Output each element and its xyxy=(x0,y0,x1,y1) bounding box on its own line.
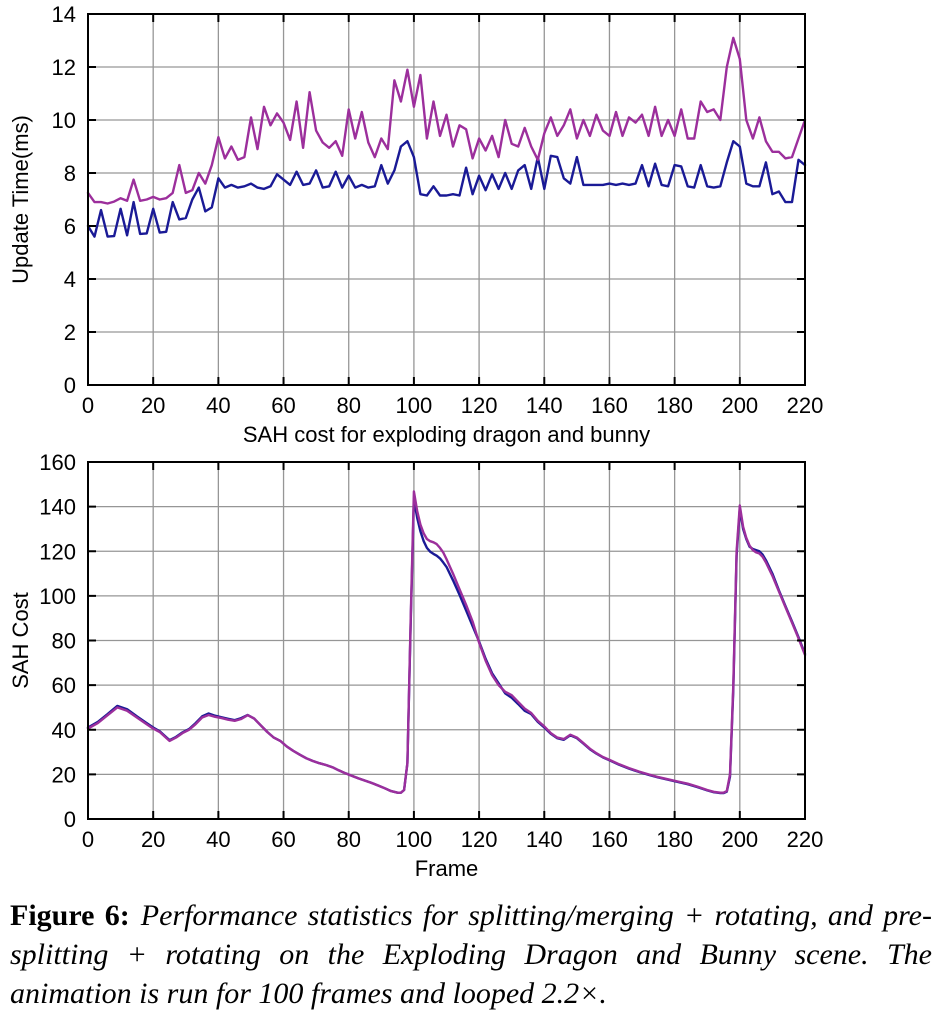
svg-text:4: 4 xyxy=(63,267,76,292)
x-axis-label xyxy=(243,422,650,447)
svg-text:160: 160 xyxy=(591,827,628,852)
svg-text:160: 160 xyxy=(591,393,628,418)
svg-text:100: 100 xyxy=(39,583,76,609)
svg-text:0: 0 xyxy=(63,373,76,398)
svg-text:0: 0 xyxy=(81,393,95,418)
svg-text:0: 0 xyxy=(81,827,95,852)
plot-grid xyxy=(88,462,805,819)
plot-grid xyxy=(88,14,805,385)
svg-text:80: 80 xyxy=(336,827,361,852)
series-navy-line xyxy=(88,499,805,793)
svg-text:20: 20 xyxy=(140,827,166,852)
svg-text:160: 160 xyxy=(39,450,76,475)
svg-text:220: 220 xyxy=(786,393,824,418)
svg-text:SAH Cost: SAH Cost xyxy=(8,592,33,689)
svg-text:120: 120 xyxy=(460,827,498,852)
y-tick-labels xyxy=(52,2,76,398)
plot-border xyxy=(88,14,805,385)
svg-text:40: 40 xyxy=(206,827,231,852)
svg-text:140: 140 xyxy=(39,494,76,520)
series-purple-line xyxy=(88,492,805,793)
svg-text:120: 120 xyxy=(460,393,498,418)
svg-text:40: 40 xyxy=(51,717,76,743)
svg-text:140: 140 xyxy=(525,827,563,852)
axis-ticks xyxy=(88,14,805,385)
svg-text:20: 20 xyxy=(140,393,166,418)
figure-caption-label: Figure 6: xyxy=(10,899,130,932)
svg-text:140: 140 xyxy=(525,393,563,418)
svg-text:20: 20 xyxy=(51,762,76,788)
x-axis-label xyxy=(415,856,479,880)
update-time-chart xyxy=(0,0,952,450)
svg-text:80: 80 xyxy=(336,393,361,418)
svg-text:180: 180 xyxy=(656,393,693,418)
figure-caption xyxy=(10,896,932,1013)
svg-text:80: 80 xyxy=(51,628,76,654)
sah-cost-chart xyxy=(0,450,952,880)
svg-text:14: 14 xyxy=(51,2,76,27)
svg-text:60: 60 xyxy=(51,673,76,699)
series-navy-line xyxy=(88,141,805,236)
y-axis-label xyxy=(8,592,33,689)
svg-text:200: 200 xyxy=(721,393,759,418)
svg-text:120: 120 xyxy=(39,539,76,565)
svg-text:200: 200 xyxy=(721,827,759,852)
svg-text:2: 2 xyxy=(63,320,76,345)
svg-text:100: 100 xyxy=(395,393,433,418)
svg-text:6: 6 xyxy=(63,214,76,239)
svg-text:SAH cost for exploding dragon: SAH cost for exploding dragon and bunny xyxy=(242,422,651,447)
svg-text:60: 60 xyxy=(271,393,296,418)
y-tick-labels xyxy=(39,450,76,832)
figure-caption-text: Performance statistics for splitting/merging + rotating, and pre-splitting + rotating on the Exploding Dragon and Bunny scene. The animation is run for 100 frames and looped 2.2×. xyxy=(10,899,932,1010)
x-tick-labels xyxy=(82,393,823,418)
svg-text:8: 8 xyxy=(63,161,76,186)
y-axis-label xyxy=(8,115,33,284)
svg-text:100: 100 xyxy=(395,827,433,852)
svg-text:10: 10 xyxy=(51,108,76,133)
svg-text:60: 60 xyxy=(271,827,296,852)
svg-text:0: 0 xyxy=(63,807,76,832)
svg-text:Update Time(ms): Update Time(ms) xyxy=(8,115,33,284)
svg-text:220: 220 xyxy=(786,827,824,852)
svg-text:180: 180 xyxy=(656,827,693,852)
x-tick-labels xyxy=(82,827,823,852)
svg-text:12: 12 xyxy=(51,55,76,80)
svg-text:Frame: Frame xyxy=(414,856,479,880)
svg-text:40: 40 xyxy=(206,393,231,418)
